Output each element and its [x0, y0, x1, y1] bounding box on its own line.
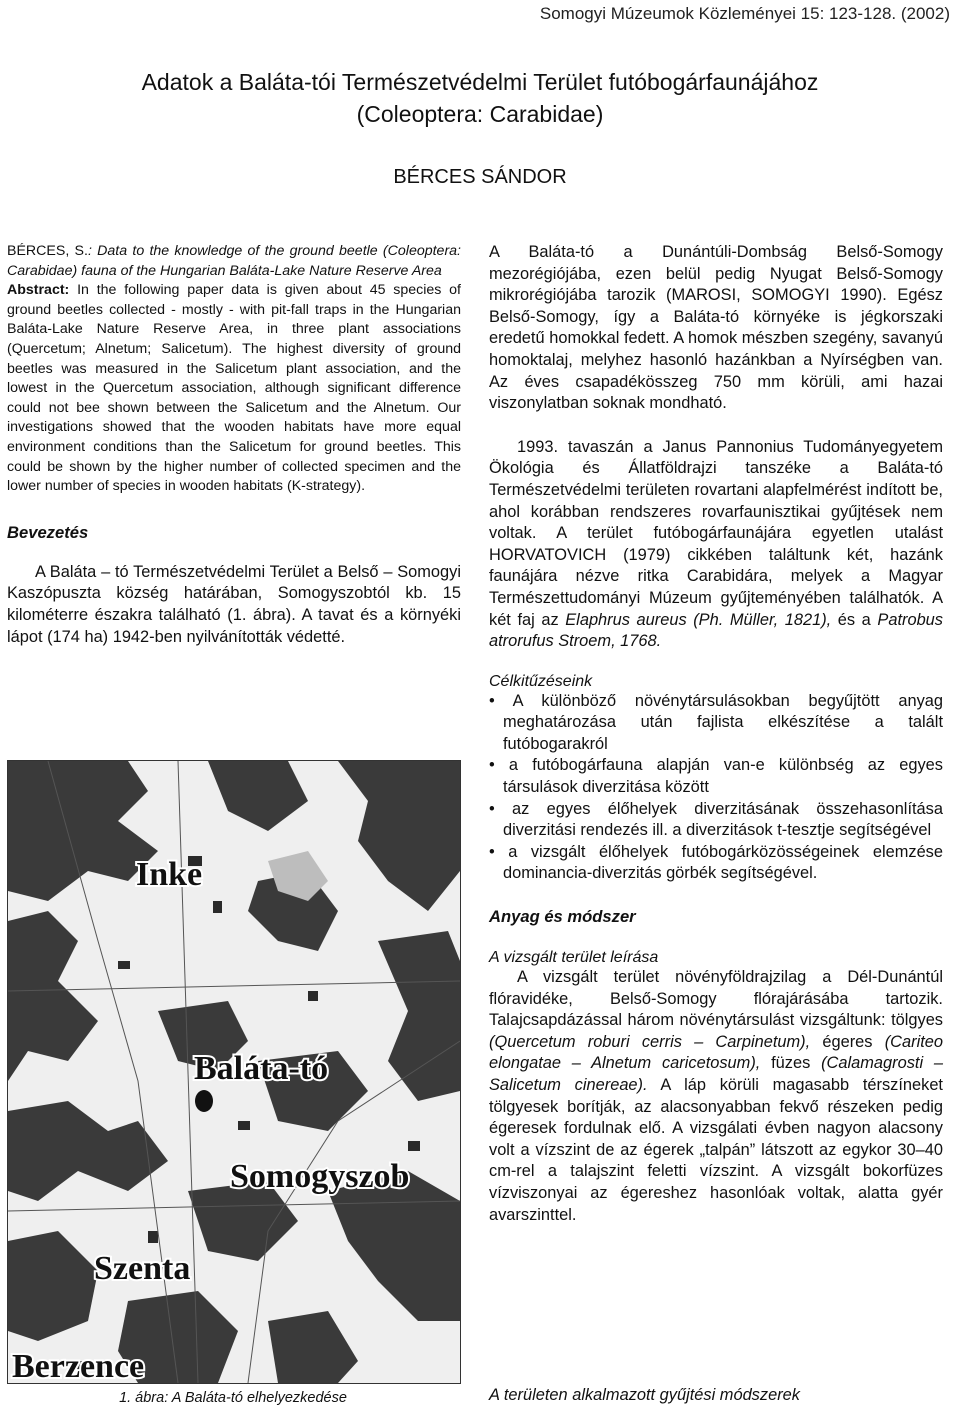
title-line-2: (Coleoptera: Carabidae) [356, 101, 604, 127]
goal-item: • az egyes élőhelyek diverzitásának összehasonlítása diverzitási rendezés ill. a diverzitások t-tesztje segítségével [489, 799, 943, 842]
area-heading: A vizsgált terület leírása [489, 949, 659, 967]
intro-paragraph: A Baláta – tó Természetvédelmi Terület a Belső – Somogyi Kaszópuszta község határában, Somogyszobtól kb. 15 kilométerre északra található (1. ábra). A tavat és a környéki lápot (174 ha) 1942-ben nyilvánították védetté. [7, 562, 461, 646]
location-map [7, 760, 461, 1384]
label-berzence: Berzence [12, 1348, 145, 1383]
figure-caption: 1. ábra: A Baláta-tó elhelyezkedése [119, 1390, 347, 1406]
abstract-summary: : Data to the knowledge of the ground beetle (Coleoptera: Carabidae) fauna of the Hungarian Baláta-Lake Nature Reserve Area [7, 243, 461, 279]
survey-text-a: 1993. tavaszán a Janus Pannonius Tudományegyetem Ökológia és Állatföldrajzi tanszéke a Baláta-tó Természetvédelmi területen rovartani alapfelmérést indított be, ahol korábban rendszeres rovarfaunisztikai gyűjtések nem voltak. A terület futóbogárfaunájára egyetlen utalást HORVATOVICH (1979) cikkében találtunk két, hazánk faunájára nézve ritka Carabidára, melyek a Magyar Természettudományi Múzeum gyűjteményében találhatók. A két faj az [489, 437, 943, 629]
region-paragraph: A Baláta-tó a Dunántúli-Dombság Belső-Somogy mezorégiójába, ezen belül pedig Nyugat Belső-Somogy mikrorégiójába tarozik (MAROSI, SOMOGYI 1990). Egész Belső-Somogy, így a Baláta-tó környéke is jégkorszaki eredetű homokkal fedett. A homok mészben szegény, savanyú homoktalaj, melyhez hasonló hazánkban a Nyírségben van. Az éves csapadékösszeg 750 mm körüli, ami hazai viszonylatban soknak mondható. [489, 243, 943, 413]
goal-item: • A különböző növénytársulásokban begyűjtött anyag meghatározása után fajlista elkészítése a talált futóbogarakról [489, 691, 943, 756]
assoc-quercetum: (Quercetum roburi cerris – Carpinetum), [489, 1032, 811, 1051]
area-paragraph [489, 967, 943, 1226]
area-text-d: füzes [760, 1054, 822, 1073]
label-somogyszob: Somogyszob [230, 1158, 410, 1195]
survey-text-b: és a [831, 610, 878, 629]
goals-list [489, 691, 943, 885]
title-line-1: Adatok a Baláta-tói Természetvédelmi Terület futóbogárfaunájához [141, 69, 819, 95]
lake-marker [195, 1090, 213, 1112]
area-text-a: A vizsgált terület növényföldrajzilag a Dél-Dunántúl flóravidéke, Belső-Somogy flórajárásába tartozik. Talajcsapdázással három növénytársulást vizsgáltunk: tölgyes [489, 968, 943, 1030]
goal-item: • a vizsgált élőhelyek futóbogárközösségeinek elemzése dominancia-diverzitás görbék segítségével. [489, 842, 943, 885]
assoc-salicetum: (Calamagrosti – Salicetum cinereae). [489, 1054, 943, 1094]
intro-heading: Bevezetés [7, 522, 89, 542]
article-title [0, 66, 960, 130]
map-graphic [8, 761, 460, 1383]
journal-citation: Somogyi Múzeumok Közleményei 15: 123-128. (2002) [539, 4, 950, 23]
author: BÉRCES SÁNDOR [393, 166, 567, 188]
area-text-e: A láp körüli magasabb térszíneket tölgyesek borítják, az alacsonyabban fekvő részeken pedig égeresek fordulnak elő. A vizsgálati évben nagyon alacsony volt a vízszint de az égerek „talpán” látszott az egykor 30–40 cm-rel a talajszint feletti vízszint. A vizsgált bokorfüzes vízviszonyai az égereshez hasonlóak voltak, alatta gyér avarszinttel. [489, 1076, 943, 1224]
abstract-citation: BÉRCES, S. [7, 243, 88, 259]
species-patrobus: Patrobus atrorufus Stroem, 1768. [489, 610, 943, 651]
label-inke: Inke [136, 856, 203, 893]
left-column [7, 242, 461, 648]
abstract-label: Abstract: [7, 282, 70, 299]
right-column [489, 242, 943, 1226]
abstract [7, 242, 461, 497]
label-szenta: Szenta [94, 1250, 191, 1287]
area-text-b: égeres [810, 1032, 885, 1051]
label-balata-to: Baláta-tó [194, 1050, 329, 1087]
methods-subheading: A területen alkalmazott gyűjtési módszerek [489, 1386, 800, 1404]
methods-heading: Anyag és módszer [489, 907, 636, 927]
abstract-text: In the following paper data is given about 45 species of ground beetles collected - mostly - with pit-fall traps in the Hungarian Baláta-Lake Nature Reserve Area, in three plant associations (Quercetum; Alnetum; Salicetum). The highest diversity of ground beetles was measured in the Salicetum plant association, and the lowest in the Quercetum association, although significant difference could not bee shown between the Salicetum and the Alnetum. Our investigations showed that the wooden habitats have more equal environment conditions than the Salicetum for ground beetles. This could be shown by the higher number of collected specimen and the lower number of species in wooden habitats (K-strategy). [7, 282, 461, 495]
goal-item: • a futóbogárfauna alapján van-e különbség az egyes társulások diverzitása között [489, 755, 943, 798]
assoc-alnetum: (Cariteo elongatae – Alnetum caricetosum), [489, 1032, 943, 1073]
goals-heading: Célkitűzéseink [489, 672, 593, 690]
survey-paragraph [489, 437, 943, 653]
species-elaphrus: Elaphrus aureus (Ph. Müller, 1821), [565, 610, 832, 629]
